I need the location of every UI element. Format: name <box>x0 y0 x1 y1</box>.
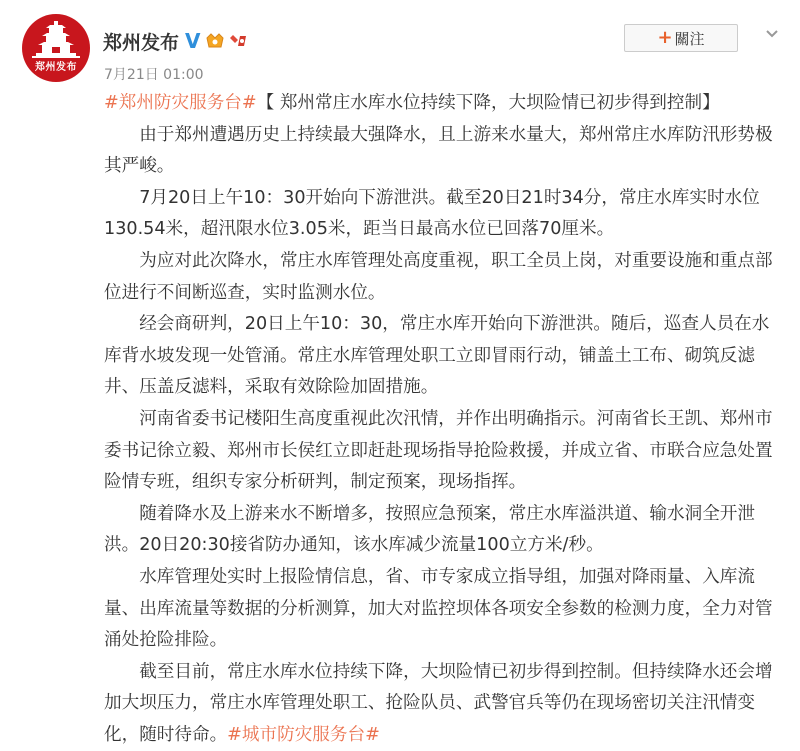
username[interactable]: 郑州发布 <box>103 31 180 54</box>
last-paragraph-text: 截至目前，常庄水库水位持续下降，大坝险情已初步得到控制。但持续降水还会增加大坝压力，常庄水库管理处职工、抢险队员、武警官兵等仍在现场密切关注汛情变化，随时待命。 <box>104 661 773 745</box>
paragraph: 7月20日上午10：30开始向下游泄洪。截至20日21时34分，常庄水库实时水位130.54米，超汛限水位3.05米，距当日最高水位已回落70厘米。 <box>104 187 760 240</box>
avatar[interactable] <box>22 14 90 82</box>
paragraph: 河南省委书记楼阳生高度重视此次汛情，并作出明确指示。河南省长王凯、郑州市委书记徐立毅、郑州市长侯红立即赶赴现场指导抢险救援，并成立省、市联合应急处置险情专班，组织专家分析研判，制定预案，现场指挥。 <box>104 408 773 493</box>
follow-label: 關注 <box>674 29 705 48</box>
vip-badge-icon[interactable] <box>205 32 225 50</box>
follow-button[interactable] <box>624 24 738 52</box>
post-headline <box>104 88 786 120</box>
footer-topic-link[interactable]: #城市防灾服务台# <box>227 724 380 745</box>
chevron-down-icon[interactable] <box>764 26 780 42</box>
paragraph: 经会商研判，20日上午10：30，常庄水库开始向下游泄洪。随后，巡查人员在水库背水坡发现一处管涌。常庄水库管理处职工立即冒雨行动，铺盖土工布、砌筑反滤井、压盖反滤料，采取有效除险加固措施。 <box>104 314 770 398</box>
medal-badge-icon[interactable] <box>229 32 249 50</box>
post-body <box>104 88 786 751</box>
paragraph: 为应对此次降水，常庄水库管理处高度重视，职工全员上岗，对重要设施和重点部位进行不间断巡查，实时监测水位。 <box>104 250 773 303</box>
paragraph: 水库管理处实时上报险情信息，省、市专家成立指导组，加强对降雨量、入库流量、出库流量等数据的分析测算，加大对监控坝体各项安全参数的检测力度，全力对管涌处抢险排险。 <box>104 566 773 651</box>
plus-icon: + <box>657 27 673 48</box>
post-header <box>103 24 249 58</box>
verified-v-icon[interactable]: V <box>185 29 201 53</box>
post-timestamp[interactable]: 7月21日 01:00 <box>104 67 204 83</box>
avatar-caption: 郑州发布 <box>35 62 77 73</box>
topic-link[interactable]: #郑州防灾服务台# <box>104 93 257 113</box>
paragraph-last <box>104 657 786 751</box>
paragraph: 由于郑州遭遇历史上持续最大强降水，且上游来水量大，郑州常庄水库防汛形势极其严峻。 <box>104 124 773 177</box>
headline-text: 【 郑州常庄水库水位持续下降，大坝险情已初步得到控制】 <box>256 93 720 113</box>
paragraph: 随着降水及上游来水不断增多，按照应急预案，常庄水库溢洪道、输水洞全开泄洪。20日20:30接省防办通知，该水库减少流量100立方米/秒。 <box>104 503 755 556</box>
